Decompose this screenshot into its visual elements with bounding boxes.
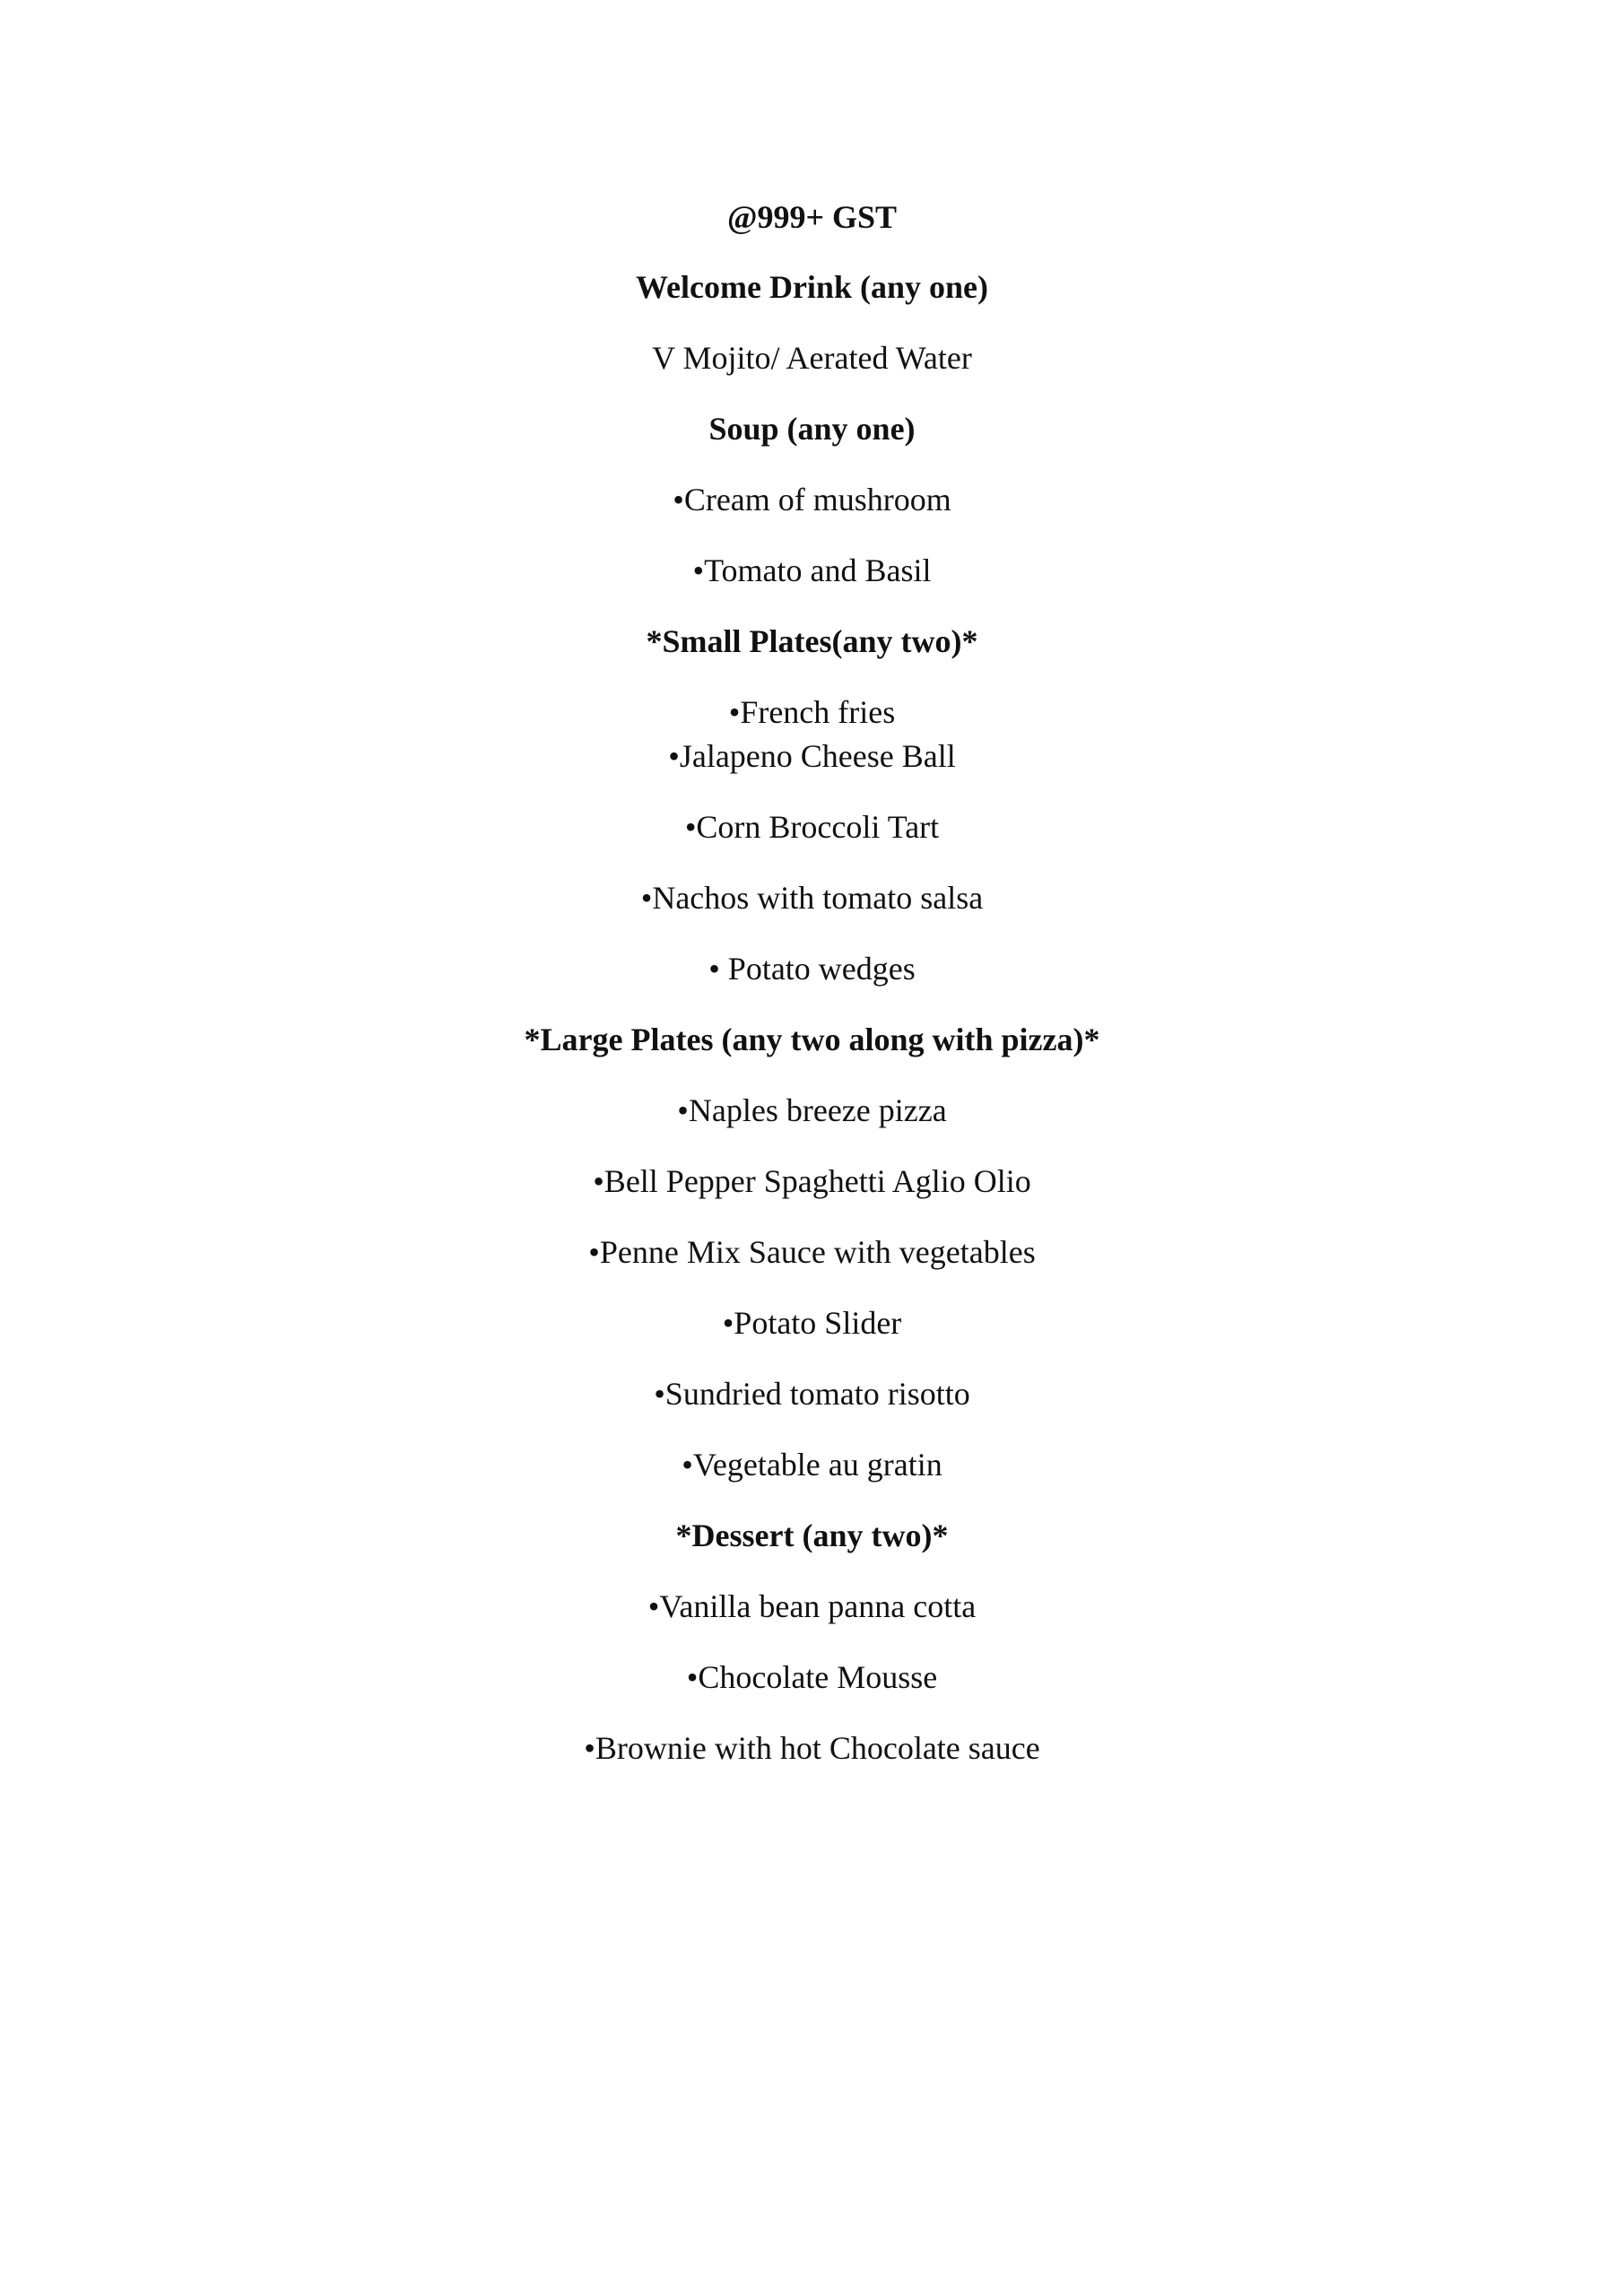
large-plates-item: •Sundried tomato risotto xyxy=(654,1376,970,1412)
large-plates-item: •Naples breeze pizza xyxy=(677,1092,947,1128)
large-plates-heading: *Large Plates (any two along with pizza)* xyxy=(524,1022,1100,1057)
price-heading: @999+ GST xyxy=(726,199,898,235)
soup-item: •Cream of mushroom xyxy=(673,482,951,517)
soup-heading: Soup (any one) xyxy=(708,411,916,447)
large-plates-item: •Potato Slider xyxy=(722,1305,902,1341)
small-plates-item: •French fries xyxy=(728,694,896,730)
large-plates-item: •Vegetable au gratin xyxy=(682,1447,942,1483)
dessert-item: •Chocolate Mousse xyxy=(686,1659,938,1695)
welcome-drink-item: V Mojito/ Aerated Water xyxy=(652,340,972,376)
small-plates-heading: *Small Plates(any two)* xyxy=(646,623,978,659)
small-plates-item: •Nachos with tomato salsa xyxy=(640,880,984,916)
welcome-drink-heading: Welcome Drink (any one) xyxy=(636,269,988,305)
dessert-heading: *Dessert (any two)* xyxy=(675,1518,949,1553)
small-plates-item: • Potato wedges xyxy=(708,951,916,987)
soup-item: •Tomato and Basil xyxy=(692,552,932,588)
dessert-item: •Vanilla bean panna cotta xyxy=(647,1588,977,1624)
small-plates-item: •Jalapeno Cheese Ball xyxy=(668,738,956,774)
large-plates-item: •Penne Mix Sauce with vegetables xyxy=(588,1234,1036,1270)
small-plates-item: •Corn Broccoli Tart xyxy=(684,809,940,845)
large-plates-item: •Bell Pepper Spaghetti Aglio Olio xyxy=(593,1163,1031,1199)
dessert-item: •Brownie with hot Chocolate sauce xyxy=(584,1730,1040,1766)
